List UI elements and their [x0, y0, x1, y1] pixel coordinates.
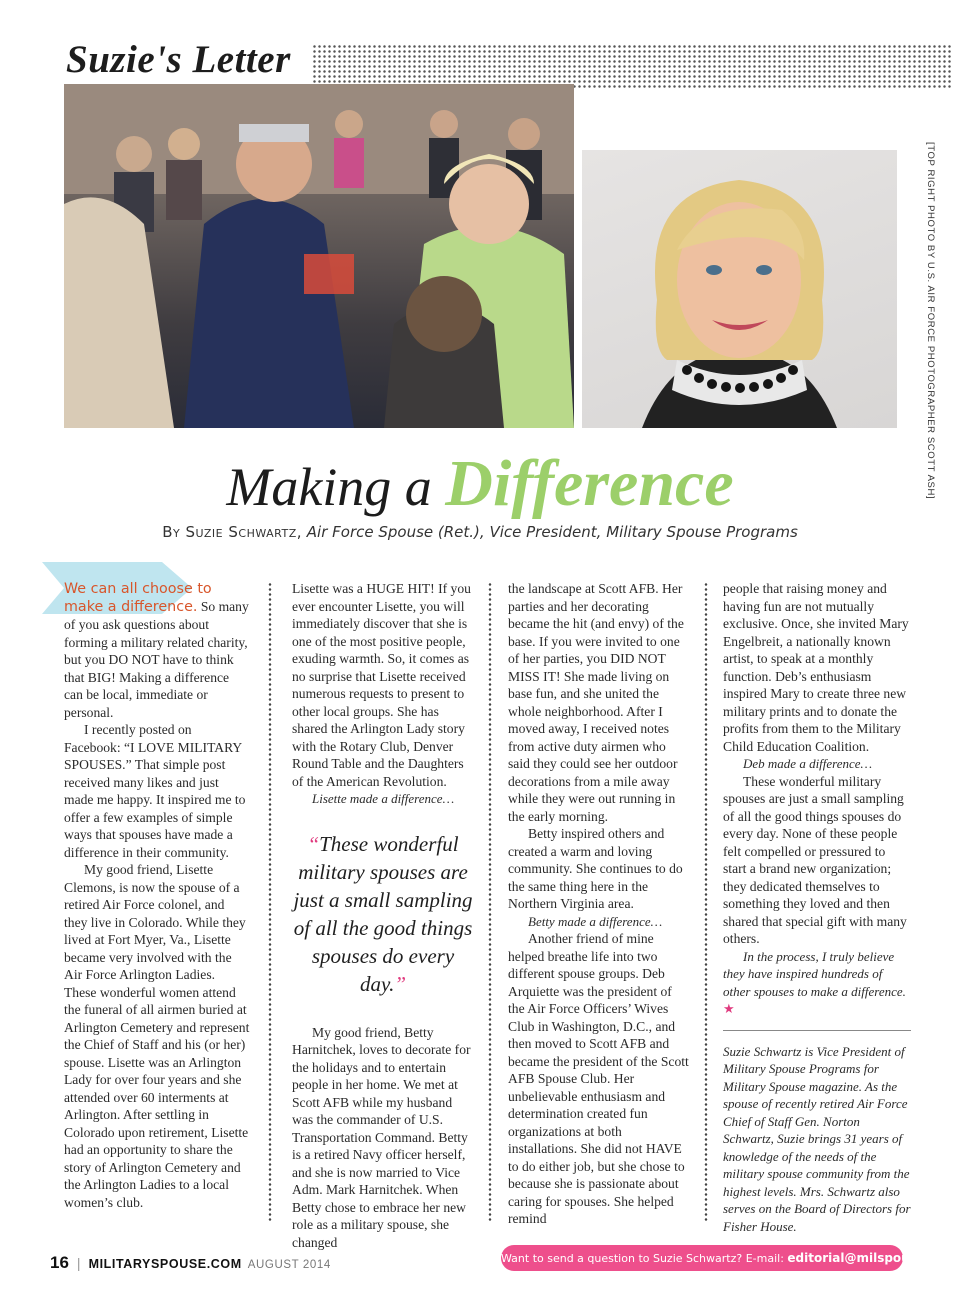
column-divider-3 [704, 582, 708, 1222]
article-byline [0, 523, 960, 541]
closing-sentence: In the process, I truly believe they have inspired hundreds of other spouses to make a difference. [723, 948, 906, 999]
section-title: Suzie's Letter [66, 38, 291, 81]
article-column-1 [64, 580, 250, 1211]
page-folio [50, 1253, 331, 1273]
photo-credit-text: [TOP RIGHT PHOTO BY U.S. AIR FORCE PHOTOGRAPHER SCOTT ASH] [925, 142, 936, 500]
column-2-paragraph-2: My good friend, Betty Harnitchek, loves to decorate for the holidays and to entertain people in her home. We met at Scott AFB while my husband was the commander of U.S. Transportation Command. Betty is a retired Navy officer herself, and she is now married to Vice Adm. Mark Harnitchek. When Betty chose to embrace her new role as a military spouse, she changed [292, 1024, 471, 1250]
column-1-paragraph-2: I recently posted on Facebook: “I LOVE MILITARY SPOUSES.” That simple post received many likes and just made me happy. It inspired me to offer a few examples of simple ways that spouses have made a difference in their community. [64, 722, 246, 860]
byline-role: Air Force Spouse (Ret.), Vice President, Military Spouse Programs [302, 523, 798, 541]
author-bio: Suzie Schwartz is Vice President of Military Spouse Programs for Military Spouse magazine. As the spouse of recently retired Air Force Chief of Staff Gen. Norton Schwartz, Suzie brings 31 years of knowledge of the needs of the military spouse community from the highest levels. Mrs. Schwartz also serves on the Board of Directors for Fisher House. [723, 1043, 911, 1234]
column-3-paragraph-1: the landscape at Scott AFB. Her parties and her decorating became the hit (and envy) of the base. If you were invited to one of her parties, you DID NOT MISS IT! She made living on base fun, and she united the whole neighborhood. After I moved away, I received notes from active duty airmen who said they could see her outdoor decorations from a mile away while they were out running in the early morning. [508, 581, 684, 824]
quote-open-mark: “ [307, 831, 320, 856]
column-4-paragraph-3 [723, 948, 911, 1018]
portrait-photo [582, 150, 897, 428]
site-name: MILITARYSPOUSE.COM [88, 1257, 242, 1271]
byline-author: By Suzie Schwartz, [162, 523, 303, 541]
quote-close-mark: ” [394, 971, 407, 996]
contact-email-link[interactable]: editorial@milspouse.com [787, 1251, 958, 1265]
contact-prompt: Want to send a question to Suzie Schwartz? E-mail: [501, 1252, 788, 1265]
headline-part-1: Making a [226, 457, 446, 517]
column-4-tagline: Deb made a difference… [743, 756, 873, 771]
headline-part-2: Difference [445, 447, 734, 520]
photo-credit [922, 142, 942, 500]
reception-photo [64, 84, 574, 428]
column-divider-2 [488, 582, 492, 1222]
column-2-tagline: Lisette made a difference… [312, 791, 455, 806]
column-3-paragraph-2: Betty inspired others and created a warm and loving community. She continues to do the same thing here in the Northern Virginia area. [508, 826, 683, 911]
folio-separator: | [76, 1255, 81, 1271]
article-column-4 [723, 580, 911, 1235]
column-divider-1 [268, 582, 272, 1222]
portrait-photo-illustration [582, 150, 897, 428]
column-3-paragraph-3: Another friend of mine helped breathe life into two different spouse groups. Deb Arquiette was the president of the Air Force Officers’ Wives Club in Washington, D.C., and then moved to Scott AFB and became the president of the Scott AFB Spouse Club. Her unbelievable enthusiasm and determination created fun organizations at both installations. She did not HAVE to do either job, but she chose to because she is passionate about caring for spouses. She helped remind [508, 931, 689, 1226]
bio-divider [723, 1030, 911, 1031]
column-3-tagline: Betty made a difference… [528, 913, 663, 929]
column-1-paragraph-1 [64, 580, 250, 721]
pull-quote [292, 830, 474, 998]
lead-in-phrase: We can all choose to make a difference. [64, 581, 212, 615]
column-1-paragraph-3: My good friend, Lisette Clemons, is now the spouse of a retired Air Force colonel, and they live in Colorado. While they lived at Fort Myer, Va., Lisette became very involved with the Air Force Arlington Ladies. These wonderful women attend the funeral of all airmen buried at Arlington Cemetery and represent the Chief of Staff and his (or her) spouse. Lisette was an Arlington Lady for over four years and she attended over 60 interments at Arlington. After settling in Colorado upon retirement, Lisette had an opportunity to share the story of Arlington Cemetery and the Arlington Ladies to a local women’s club. [64, 862, 250, 1210]
page-number: 16 [50, 1253, 69, 1272]
pull-quote-text: These wonderful military spouses are just a small sampling of all the good things spouses do every day. [293, 831, 473, 996]
issue-date: AUGUST 2014 [247, 1259, 331, 1271]
column-1-intro-text: So many of you ask questions about forming a military related charity, but you DO NOT have to think that BIG! Making a difference can be local, immediate or personal. [64, 599, 249, 720]
article-column-3 [508, 580, 690, 1228]
column-2-paragraph-1: Lisette was a HUGE HIT! If you ever encounter Lisette, you will immediately discover that she is one of the most positive people, exuding warmth. So, it comes as no surprise that Lisette received numerous requests to present to other local groups. She has shared the Arlington Lady story with the Rotary Club, Denver Round Table and the Daughters of the American Revolution. [292, 581, 471, 789]
column-4-paragraph-1: people that raising money and having fun are not mutually exclusive. Once, she invited Mary Engelbreit, a nationally known artist, to speak at a monthly function. Deb’s enthusiasm inspired Mary to create three new military prints and to donate the profits from them to the Military Child Education Coalition. [723, 581, 909, 754]
article-column-2 [292, 580, 474, 1251]
halftone-dot-band [312, 44, 952, 88]
reception-photo-illustration [64, 84, 574, 428]
end-mark-star-icon: ★ [723, 1001, 735, 1016]
contact-banner [501, 1245, 958, 1271]
column-4-paragraph-2: These wonderful military spouses are just a small sampling of all the good things spouses do every day. None of these people felt compelled or pressured to start a brand new organization; they dedicated themselves to something they loved and then shared that special gift with many others. [723, 773, 907, 946]
